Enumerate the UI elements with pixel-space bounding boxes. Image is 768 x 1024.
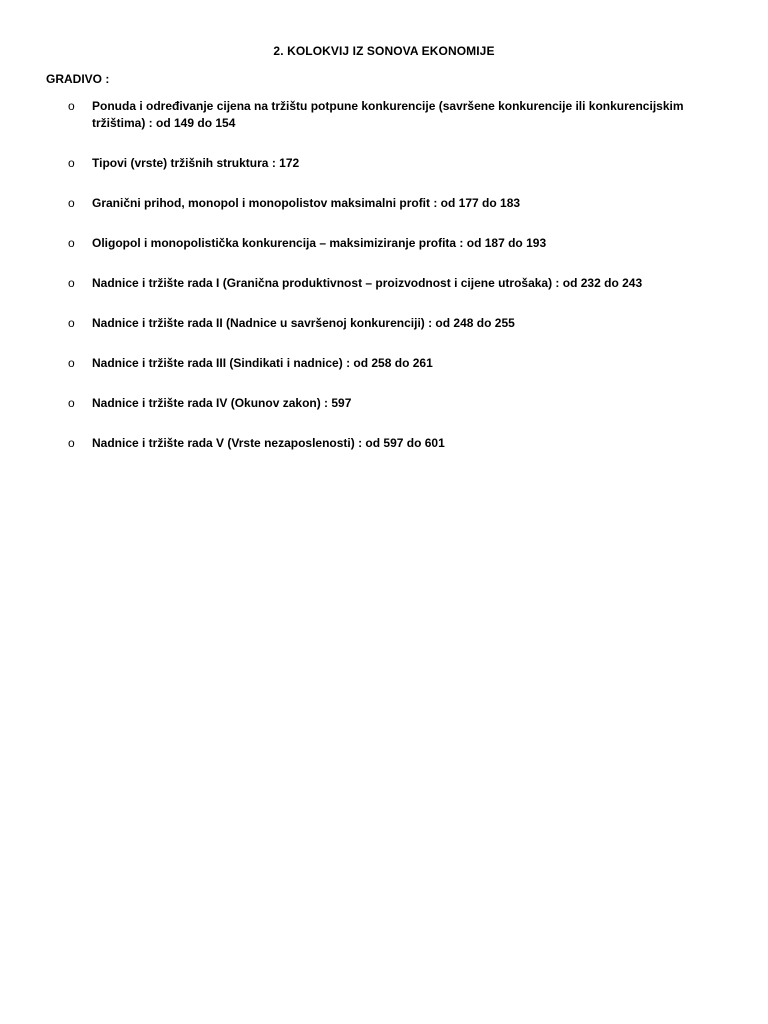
list-item-text: Tipovi (vrste) tržišnih struktura : 172 — [92, 156, 300, 170]
list-item-text: Oligopol i monopolistička konkurencija – maksimiziranje profita : od 187 do 193 — [92, 236, 547, 250]
list-item — [0, 395, 768, 412]
bullet-icon: o — [68, 436, 75, 450]
list-item-text: Nadnice i tržište rada II (Nadnice u savršenoj konkurenciji) : od 248 do 255 — [92, 316, 515, 330]
bullet-icon: o — [68, 396, 75, 410]
list-item-text: Nadnice i tržište rada III (Sindikati i nadnice) : od 258 do 261 — [92, 356, 433, 370]
list-item — [0, 315, 768, 332]
bullet-icon: o — [68, 236, 75, 250]
list-item — [0, 98, 768, 132]
list-item — [0, 195, 768, 212]
topic-list — [0, 98, 768, 475]
list-item-text: Nadnice i tržište rada IV (Okunov zakon) : 597 — [92, 396, 352, 410]
section-heading: GRADIVO : — [46, 72, 110, 86]
bullet-icon: o — [68, 156, 75, 170]
bullet-icon: o — [68, 356, 75, 370]
list-item-text: Ponuda i određivanje cijena na tržištu potpune konkurencije (savršene konkurencije ili konkurencijskim tržištima) : od 149 do 154 — [92, 99, 684, 130]
bullet-icon: o — [68, 196, 75, 210]
list-item — [0, 275, 768, 292]
bullet-icon: o — [68, 99, 75, 113]
document-title: 2. KOLOKVIJ IZ SONOVA EKONOMIJE — [273, 44, 495, 58]
list-item — [0, 235, 768, 252]
list-item — [0, 355, 768, 372]
bullet-icon: o — [68, 316, 75, 330]
list-item-text: Granični prihod, monopol i monopolistov maksimalni profit : od 177 do 183 — [92, 196, 521, 210]
bullet-icon: o — [68, 276, 75, 290]
list-item — [0, 435, 768, 452]
list-item-text: Nadnice i tržište rada V (Vrste nezaposlenosti) : od 597 do 601 — [92, 436, 445, 450]
list-item-text: Nadnice i tržište rada I (Granična produktivnost – proizvodnost i cijene utrošaka) : od 232 do 243 — [92, 276, 643, 290]
list-item — [0, 155, 768, 172]
